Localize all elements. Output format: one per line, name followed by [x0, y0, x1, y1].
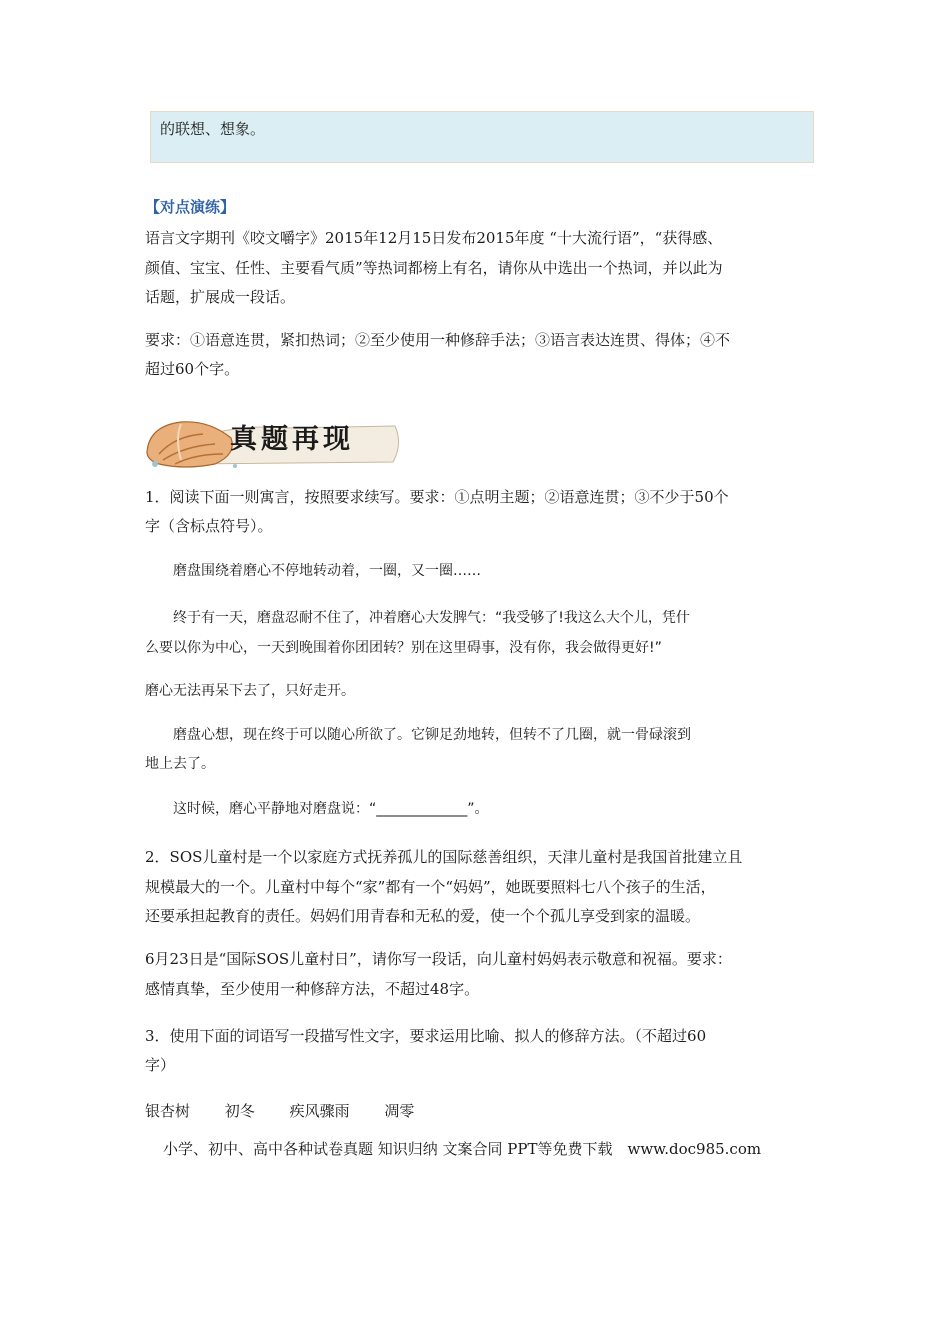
practice-requirement-2: 超过60个字。	[145, 360, 240, 378]
q3-word: 疾风骤雨	[289, 1102, 350, 1120]
q1-line-2: 字（含标点符号）。	[145, 517, 273, 535]
q3-line-2: 字）	[145, 1056, 176, 1074]
q3-word: 初冬	[224, 1102, 255, 1120]
q1-story-para-5: 这时候，磨心平静地对磨盘说：“_____________”。	[173, 801, 489, 817]
q1-line-1: 1．阅读下面一则寓言，按照要求续写。要求：①点明主题；②语意连贯；③不少于50个	[145, 488, 729, 506]
q1-story-para-3: 磨心无法再呆下去了，只好走开。	[145, 683, 355, 699]
q1-story-para-1: 磨盘围绕着磨心不停地转动着，一圈，又一圈……	[173, 563, 481, 579]
q2-line-4: 6月23日是“国际SOS儿童村日”，请你写一段话，向儿童村妈妈表示敬意和祝福。要求：	[145, 950, 732, 968]
q1-story-para-4a: 磨盘心想，现在终于可以随心所欲了。它铆足劲地转，但转不了几圈，就一骨碌滚到	[173, 727, 691, 743]
practice-requirement-1: 要求：①语意连贯，紧扣热词；②至少使用一种修辞手法；③语言表达连贯、得体；④不	[145, 331, 731, 349]
practice-heading: 【对点演练】	[145, 198, 236, 216]
footer-text: 小学、初中、高中各种试卷真题 知识归纳 文案合同 PPT等免费下载 www.doc985.com	[163, 1140, 762, 1158]
q2-line-2: 规模最大的一个。儿童村中每个“家”都有一个“妈妈”，她既要照料七八个孩子的生活，	[145, 878, 716, 896]
practice-line-2: 颜值、宝宝、任性、主要看气质”等热词都榜上有名，请你从中选出一个热词，并以此为	[145, 259, 723, 277]
q1-story-para-2a: 终于有一天，磨盘忍耐不住了，冲着磨心大发脾气：“我受够了!我这么大个儿，凭什	[173, 610, 690, 626]
q2-line-1: 2．SOS儿童村是一个以家庭方式抚养孤儿的国际慈善组织，天津儿童村是我国首批建立且	[145, 848, 743, 866]
q3-word-list	[145, 1098, 444, 1124]
q3-word: 银杏树	[145, 1102, 191, 1120]
q3-word: 凋零	[384, 1102, 415, 1120]
q2-line-3: 还要承担起教育的责任。妈妈们用青春和无私的爱，使一个个孤儿享受到家的温暖。	[145, 907, 701, 925]
practice-line-3: 话题，扩展成一段话。	[145, 288, 296, 306]
note-box-text: 的联想、想象。	[160, 120, 266, 138]
q2-line-5: 感情真挚，至少使用一种修辞方法，不超过48字。	[145, 980, 480, 998]
q3-line-1: 3．使用下面的词语写一段描写性文字，要求运用比喻、拟人的修辞方法。（不超过60	[145, 1027, 707, 1045]
q1-story-para-2b: 么要以你为中心，一天到晚围着你团团转？别在这里碍事，没有你，我会做得更好!”	[145, 640, 662, 656]
q1-story-para-4b: 地上去了。	[145, 756, 215, 772]
banner-title: 真题再现	[230, 424, 354, 455]
practice-line-1: 语言文字期刊《咬文嚼字》2015年12月15日发布2015年度 “十大流行语”，“获得感、	[145, 229, 723, 247]
